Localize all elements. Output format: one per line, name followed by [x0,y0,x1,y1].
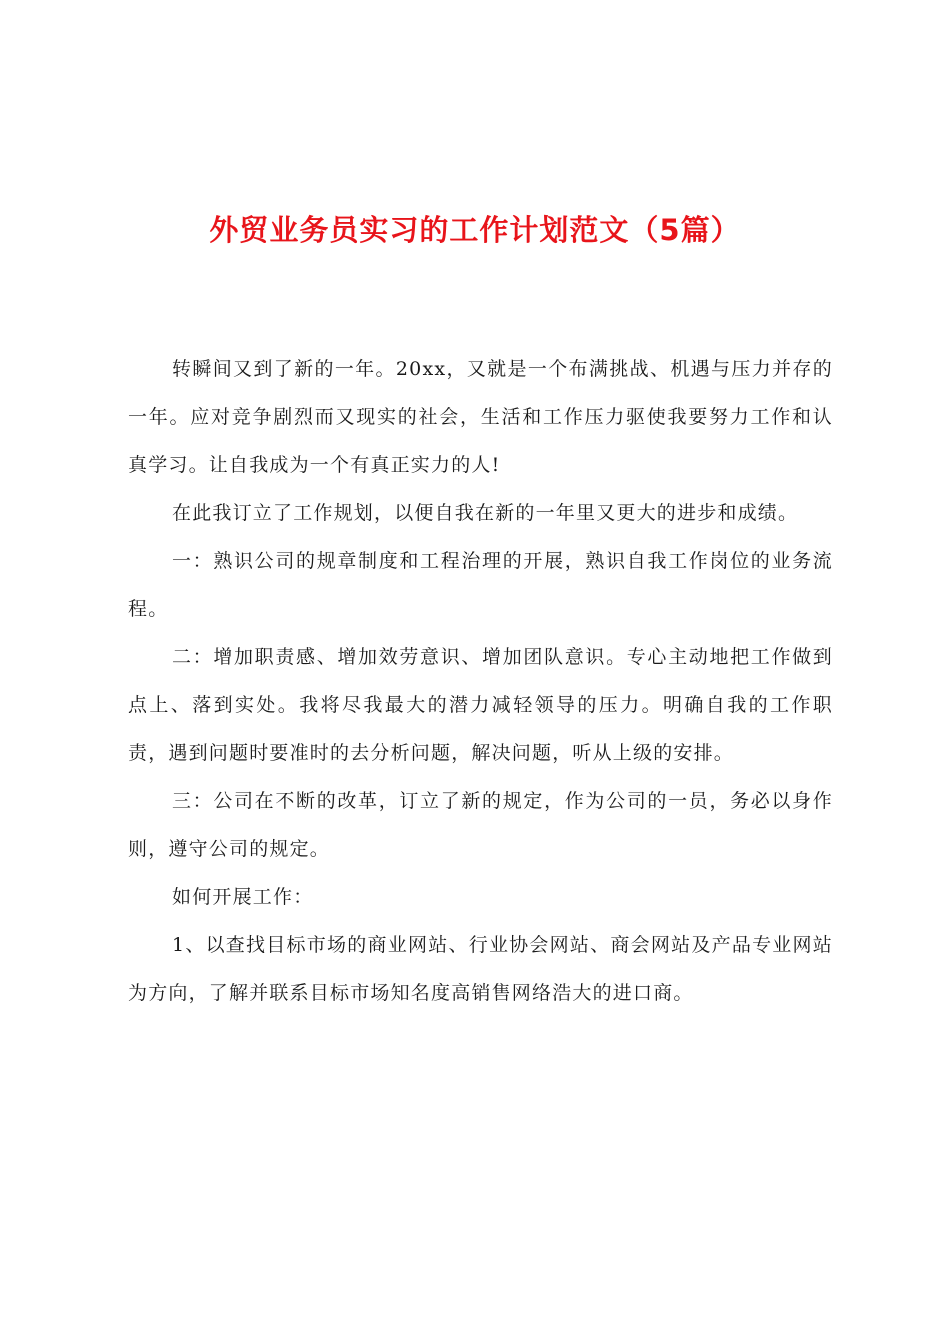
paragraph-plan: 在此我订立了工作规划，以便自我在新的一年里又更大的进步和成绩。 [172,502,799,524]
document-title: 外贸业务员实习的工作计划范文（5篇） [209,213,741,247]
paragraph-item-1: 一：熟识公司的规章制度和工程治理的开展，熟识自我工作岗位的业务流程。 [128,550,833,620]
paragraph-item-2: 二：增加职责感、增加效劳意识、增加团队意识。专心主动地把工作做到点上、落到实处。我将尽我最大的潜力减轻领导的压力。明确自我的工作职责，遇到问题时要准时的去分析问题，解决问题，听从上级的安排。 [128,646,833,764]
paragraph-how-to: 如何开展工作： [172,886,314,908]
paragraph-step-1: 1、以查找目标市场的商业网站、行业协会网站、商会网站及产品专业网站为方向，了解并联系目标市场知名度高销售网络浩大的进口商。 [128,934,833,1004]
document-body [128,345,833,1017]
paragraph-item-3: 三：公司在不断的改革，订立了新的规定，作为公司的一员，务必以身作则，遵守公司的规定。 [128,790,833,860]
paragraph-intro: 转瞬间又到了新的一年。20xx，又就是一个布满挑战、机遇与压力并存的一年。应对竞争剧烈而又现实的社会，生活和工作压力驱使我要努力工作和认真学习。让自我成为一个有真正实力的人! [128,358,833,476]
